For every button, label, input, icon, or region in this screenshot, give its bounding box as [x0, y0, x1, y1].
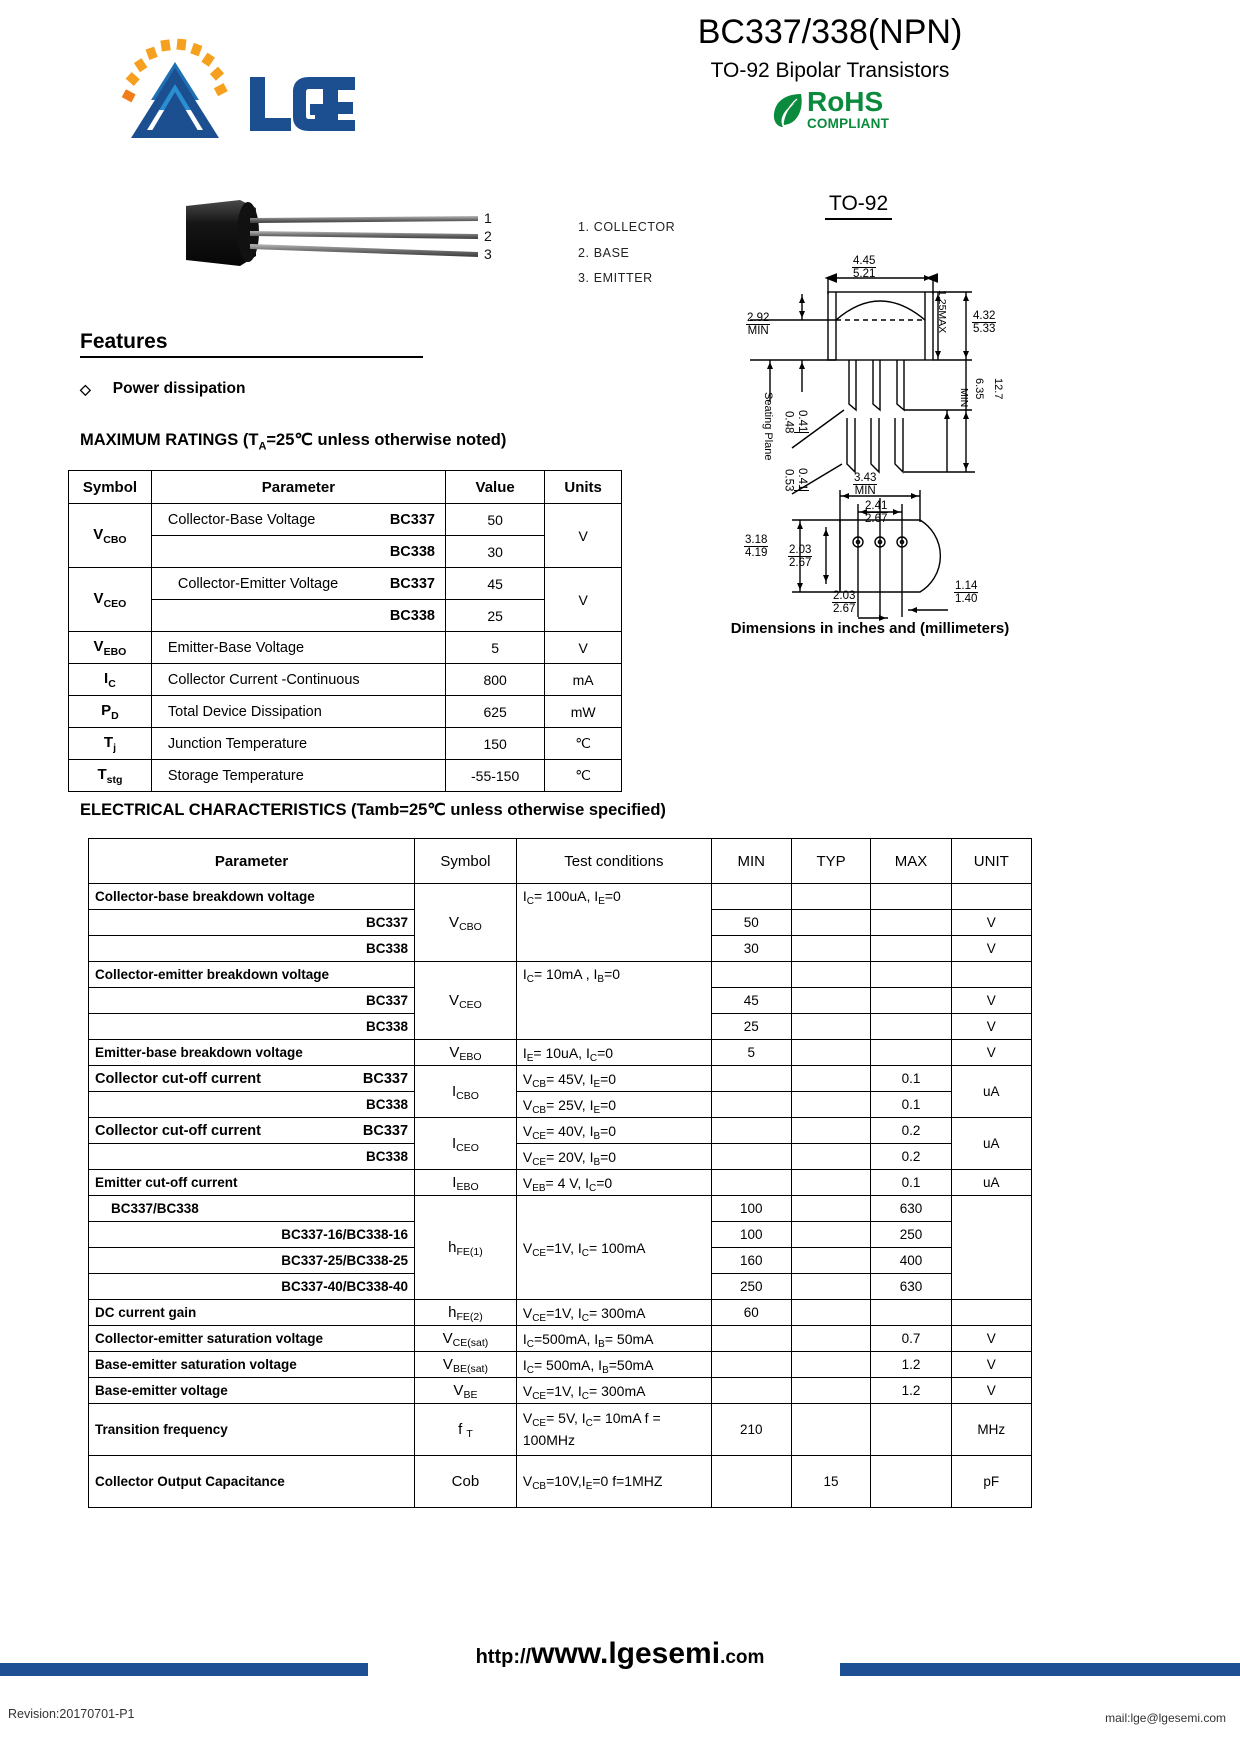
dim-span: $\frac{3.43}{\text{MIN}}$	[854, 472, 877, 498]
table-row	[69, 504, 622, 536]
cell-symbol: $I_{CBO}$	[415, 1066, 517, 1118]
cell-min	[711, 1092, 791, 1118]
cell-test: $V_{CB}= 45V$, $I_E=0$	[516, 1066, 711, 1092]
cell-parameter: BC338	[151, 536, 445, 568]
cell-typ	[791, 1378, 871, 1404]
cell-part: BC337/BC338	[89, 1196, 415, 1222]
table-row	[89, 1196, 1032, 1222]
cell-value: -55-150	[445, 760, 544, 792]
cell-symbol: $V_{CBO}$	[415, 884, 517, 962]
table-row	[89, 1352, 1032, 1378]
cell-typ	[791, 1404, 871, 1456]
table-row	[89, 1066, 1032, 1092]
cell-typ	[791, 1300, 871, 1326]
cell-typ	[791, 1144, 871, 1170]
cell-max	[871, 884, 951, 910]
pin-3: 3. EMITTER	[578, 271, 653, 286]
page-subtitle: TO-92 Bipolar Transistors	[710, 59, 950, 83]
cell-max: 250	[871, 1222, 951, 1248]
col-unit: UNIT	[951, 839, 1031, 884]
cell-unit: V	[951, 1014, 1031, 1040]
cell-value: 800	[445, 664, 544, 696]
cell-test: $V_{CE}= 40V$, $I_B=0$	[516, 1118, 711, 1144]
cell-unit: uA	[951, 1170, 1031, 1196]
cell-unit: ℃	[545, 760, 622, 792]
cell-parameter: Total Device Dissipation	[151, 696, 445, 728]
cell-max: 0.1	[871, 1170, 951, 1196]
cell-unit: V	[951, 988, 1031, 1014]
cell-typ	[791, 884, 871, 910]
cell-part: BC337-25/BC338-25	[89, 1248, 415, 1274]
cell-min: 250	[711, 1274, 791, 1300]
feature-label: Power dissipation	[112, 380, 246, 397]
cell-parameter: Storage Temperature	[151, 760, 445, 792]
col-value: Value	[445, 471, 544, 504]
rohs-compliant-label: COMPLIANT	[806, 115, 890, 131]
dim-pitch: $\frac{2.41}{2.67}$	[865, 500, 888, 526]
features-heading: Features	[80, 330, 423, 358]
table-row	[89, 962, 1032, 988]
cell-symbol: $V_{EBO}$	[415, 1040, 517, 1066]
col-units: Units	[545, 471, 622, 504]
svg-text:2: 2	[484, 228, 492, 244]
revision-label: Revision:20170701-P1	[8, 1707, 135, 1721]
cell-part: BC337-40/BC338-40	[89, 1274, 415, 1300]
company-logo	[95, 22, 365, 152]
cell-typ	[791, 1066, 871, 1092]
pinout-list	[578, 215, 675, 292]
cell-unit	[951, 1300, 1031, 1326]
table-row	[69, 568, 622, 600]
cell-typ	[791, 1326, 871, 1352]
cell-test: $V_{CB}= 25V$, $I_E=0$	[516, 1092, 711, 1118]
cell-value: 625	[445, 696, 544, 728]
cell-symbol: $h_{FE(2)}$	[415, 1300, 517, 1326]
cell-test: $I_C= 500mA$, $I_B=50mA$	[516, 1352, 711, 1378]
cell-parameter: Base-emitter voltage	[89, 1378, 415, 1404]
package-drawing	[740, 192, 1070, 632]
cell-parameter: Collector Output Capacitance	[89, 1456, 415, 1508]
col-parameter: Parameter	[151, 471, 445, 504]
cell-typ	[791, 1222, 871, 1248]
cell-min	[711, 884, 791, 910]
cell-parameter: Collector Current -Continuous	[151, 664, 445, 696]
cell-unit: V	[951, 910, 1031, 936]
cell-symbol: $V_{CEO}$	[69, 568, 152, 632]
transistor-photo	[178, 190, 498, 280]
features-section	[80, 330, 423, 398]
table-row	[69, 696, 622, 728]
cell-min: 210	[711, 1404, 791, 1456]
col-typ: TYP	[791, 839, 871, 884]
cell-symbol: Cob	[415, 1456, 517, 1508]
dim-edge: $\frac{1.14}{1.40}$	[955, 580, 978, 606]
cell-min	[711, 1118, 791, 1144]
cell-test: $V_{CE}= 5V$, $I_C= 10mA$ f = 100MHz	[516, 1404, 711, 1456]
footer-url[interactable]	[0, 1637, 1240, 1671]
dim-body-height: $\frac{4.32}{5.33}$	[973, 310, 996, 336]
cell-min: 25	[711, 1014, 791, 1040]
cell-symbol: $h_{FE(1)}$	[415, 1196, 517, 1300]
cell-typ	[791, 1196, 871, 1222]
cell-unit	[951, 884, 1031, 910]
package-title: TO-92	[825, 192, 892, 220]
cell-symbol: $T_{stg}$	[69, 760, 152, 792]
page-footer	[0, 1625, 1240, 1754]
cell-typ	[791, 910, 871, 936]
col-parameter: Parameter	[89, 839, 415, 884]
cell-min: 60	[711, 1300, 791, 1326]
url-tld: .com	[720, 1647, 765, 1668]
max-ratings-heading: MAXIMUM RATINGS ($T_A=25℃$ unless otherwise noted)	[80, 431, 507, 453]
cell-parameter: Collector-emitter breakdown voltage	[89, 962, 415, 988]
cell-value: 50	[445, 504, 544, 536]
table-row	[89, 1040, 1032, 1066]
cell-part: BC337-16/BC338-16	[89, 1222, 415, 1248]
to92-photo-svg	[178, 190, 498, 285]
to92-dimension-svg	[740, 232, 1070, 652]
cell-test: $I_C= 10mA$ , $I_B=0$	[516, 962, 711, 1040]
cell-symbol: $I_C$	[69, 664, 152, 696]
cell-test: $I_C= 100uA$, $I_E=0$	[516, 884, 711, 962]
cell-typ	[791, 1118, 871, 1144]
cell-parameter: Collector cut-off current BC337	[89, 1118, 415, 1144]
cell-max: 400	[871, 1248, 951, 1274]
table-row	[69, 600, 622, 632]
cell-parameter: Emitter-base breakdown voltage	[89, 1040, 415, 1066]
electrical-characteristics-table	[88, 838, 1032, 1508]
cell-test: $V_{CB}=10V,I_E=0$ f=1MHZ	[516, 1456, 711, 1508]
cell-max	[871, 910, 951, 936]
col-symbol: Symbol	[69, 471, 152, 504]
table-row	[89, 1456, 1032, 1508]
table-row	[89, 1170, 1032, 1196]
cell-min	[711, 1144, 791, 1170]
cell-min: 45	[711, 988, 791, 1014]
table-row	[69, 632, 622, 664]
cell-symbol: $I_{CEO}$	[415, 1118, 517, 1170]
max-ratings-table	[68, 470, 622, 792]
rohs-label: RoHS	[806, 86, 884, 118]
dim-flat-max: 1.25MAX	[936, 290, 948, 334]
cell-part: BC337	[89, 910, 415, 936]
cell-symbol: $V_{BE(sat)}$	[415, 1352, 517, 1378]
cell-symbol: $V_{CEO}$	[415, 962, 517, 1040]
cell-unit: V	[545, 504, 622, 568]
cell-typ: 15	[791, 1456, 871, 1508]
svg-text:3: 3	[484, 246, 492, 262]
cell-value: 25	[445, 600, 544, 632]
leaf-icon	[771, 90, 805, 130]
dim-total-length: 12.7	[992, 378, 1004, 400]
dim-lead-min: MIN	[958, 388, 970, 408]
cell-min	[711, 1170, 791, 1196]
cell-symbol: $V_{CBO}$	[69, 504, 152, 568]
cell-max: 1.2	[871, 1352, 951, 1378]
cell-unit: uA	[951, 1066, 1031, 1118]
cell-symbol: $T_j$	[69, 728, 152, 760]
pin-2: 2. BASE	[578, 245, 630, 260]
cell-test: $V_{CE}=1V$, $I_C= 300mA$	[516, 1300, 711, 1326]
pin-1: 1. COLLECTOR	[578, 220, 676, 234]
svg-text:1: 1	[484, 210, 492, 226]
contact-email: mail:lge@lgesemi.com	[1105, 1711, 1226, 1725]
cell-unit: V	[951, 936, 1031, 962]
cell-symbol: $P_D$	[69, 696, 152, 728]
cell-min: 160	[711, 1248, 791, 1274]
dim-lead-width-1: 0.41 0.48	[782, 410, 808, 433]
cell-parameter: Collector cut-off current BC337	[89, 1066, 415, 1092]
table-row	[89, 1326, 1032, 1352]
cell-part: BC338	[89, 1144, 415, 1170]
dim-width: $\frac{4.45}{5.21}$	[853, 255, 876, 281]
cell-value: 45	[445, 568, 544, 600]
cell-min	[711, 1352, 791, 1378]
cell-part: BC338	[89, 936, 415, 962]
table-row	[89, 1378, 1032, 1404]
title-block	[570, 14, 1090, 131]
cell-min: 100	[711, 1222, 791, 1248]
cell-max	[871, 1300, 951, 1326]
cell-typ	[791, 962, 871, 988]
cell-max	[871, 1040, 951, 1066]
cell-unit: V	[545, 568, 622, 632]
cell-max: 0.2	[871, 1144, 951, 1170]
cell-unit: ℃	[545, 728, 622, 760]
cell-min	[711, 962, 791, 988]
feature-item	[80, 380, 423, 398]
cell-unit: V	[545, 632, 622, 664]
cell-typ	[791, 1092, 871, 1118]
page-title: BC337/338(NPN)	[697, 13, 963, 51]
dim-lead-width-2: 0.41 0.53	[782, 468, 808, 491]
dim-bottom: $\frac{2.03}{2.67}$	[833, 590, 856, 616]
cell-unit: V	[951, 1326, 1031, 1352]
cell-max: 630	[871, 1274, 951, 1300]
col-symbol: Symbol	[415, 839, 517, 884]
cell-max	[871, 962, 951, 988]
cell-part: BC338	[89, 1014, 415, 1040]
cell-min: 100	[711, 1196, 791, 1222]
cell-typ	[791, 988, 871, 1014]
cell-typ	[791, 1170, 871, 1196]
cell-test: $V_{EB}= 4$ V, $I_C=0$	[516, 1170, 711, 1196]
dim-seating-plane-label: Seating Plane	[762, 392, 774, 461]
cell-max: 630	[871, 1196, 951, 1222]
table-row	[89, 1404, 1032, 1456]
table-row	[89, 884, 1032, 910]
cell-max: 0.2	[871, 1118, 951, 1144]
cell-unit: V	[951, 1352, 1031, 1378]
cell-parameter: Transition frequency	[89, 1404, 415, 1456]
cell-symbol: $V_{EBO}$	[69, 632, 152, 664]
cell-typ	[791, 1352, 871, 1378]
cell-symbol: $V_{CE(sat)}$	[415, 1326, 517, 1352]
cell-max: 1.2	[871, 1378, 951, 1404]
cell-max	[871, 1404, 951, 1456]
lge-logo-svg	[95, 22, 365, 152]
cell-unit: V	[951, 1040, 1031, 1066]
table-row	[89, 1118, 1032, 1144]
cell-parameter: BC338	[151, 600, 445, 632]
cell-test: $V_{CE}=1V$, $I_C= 100mA$	[516, 1196, 711, 1300]
dim-seating-min: $\frac{2.92}{\text{MIN}}$	[747, 312, 770, 338]
table-row	[89, 1144, 1032, 1170]
cell-test: $V_{CE}= 20V$, $I_B=0$	[516, 1144, 711, 1170]
cell-unit: pF	[951, 1456, 1031, 1508]
cell-parameter: Collector-emitter saturation voltage	[89, 1326, 415, 1352]
cell-value: 150	[445, 728, 544, 760]
cell-min	[711, 1326, 791, 1352]
diamond-bullet-icon: ◇	[80, 380, 91, 397]
cell-parameter: Base-emitter saturation voltage	[89, 1352, 415, 1378]
col-max: MAX	[871, 839, 951, 884]
cell-symbol: $V_{BE}$	[415, 1378, 517, 1404]
electrical-heading: ELECTRICAL CHARACTERISTICS (Tamb=25℃ unless otherwise specified)	[80, 801, 666, 819]
cell-typ	[791, 936, 871, 962]
dim-depth: $\frac{3.18}{4.19}$	[745, 534, 768, 560]
table-row	[69, 728, 622, 760]
dim-offset: $\frac{2.03}{2.67}$	[789, 544, 812, 570]
table-row	[89, 1300, 1032, 1326]
cell-parameter: Emitter-Base Voltage	[151, 632, 445, 664]
cell-parameter: Collector-Base Voltage BC337	[151, 504, 445, 536]
cell-max: 0.7	[871, 1326, 951, 1352]
cell-symbol: f $_T$	[415, 1404, 517, 1456]
cell-max	[871, 988, 951, 1014]
page-header	[0, 0, 1240, 170]
cell-max	[871, 936, 951, 962]
cell-min	[711, 1378, 791, 1404]
cell-test: $I_C=500mA$, $I_B= 50mA$	[516, 1326, 711, 1352]
cell-unit: mA	[545, 664, 622, 696]
cell-typ	[791, 1040, 871, 1066]
cell-min: 5	[711, 1040, 791, 1066]
cell-value: 5	[445, 632, 544, 664]
col-test-conditions: Test conditions	[516, 839, 711, 884]
cell-unit: mW	[545, 696, 622, 728]
cell-parameter: DC current gain	[89, 1300, 415, 1326]
cell-parameter: Emitter cut-off current	[89, 1170, 415, 1196]
cell-unit: MHz	[951, 1404, 1031, 1456]
table-row	[69, 664, 622, 696]
cell-max: 0.1	[871, 1066, 951, 1092]
cell-typ	[791, 1274, 871, 1300]
table-row	[89, 1092, 1032, 1118]
col-min: MIN	[711, 839, 791, 884]
dim-lead-length: 6.35	[973, 378, 985, 400]
cell-min	[711, 1456, 791, 1508]
cell-min: 50	[711, 910, 791, 936]
dimension-note: Dimensions in inches and (millimeters)	[730, 620, 1010, 637]
cell-min	[711, 1066, 791, 1092]
rohs-badge	[570, 86, 1090, 131]
url-domain: www.lgesemi	[531, 1637, 721, 1670]
cell-unit: V	[951, 1378, 1031, 1404]
cell-max	[871, 1014, 951, 1040]
cell-typ	[791, 1248, 871, 1274]
cell-parameter: Junction Temperature	[151, 728, 445, 760]
cell-test: $V_{CE}=1V$, $I_C= 300mA$	[516, 1378, 711, 1404]
table-header-row	[89, 839, 1032, 884]
cell-typ	[791, 1014, 871, 1040]
cell-part: BC338	[89, 1092, 415, 1118]
cell-max	[871, 1456, 951, 1508]
table-row	[69, 536, 622, 568]
cell-parameter: Collector-base breakdown voltage	[89, 884, 415, 910]
cell-part: BC337	[89, 988, 415, 1014]
cell-unit	[951, 1196, 1031, 1300]
cell-parameter: Collector-Emitter Voltage BC337	[151, 568, 445, 600]
cell-unit: uA	[951, 1118, 1031, 1170]
table-header-row	[69, 471, 622, 504]
cell-unit	[951, 962, 1031, 988]
table-row	[69, 760, 622, 792]
cell-symbol: $I_{EBO}$	[415, 1170, 517, 1196]
url-scheme: http://	[475, 1646, 532, 1668]
cell-value: 30	[445, 536, 544, 568]
cell-test: $I_E= 10uA$, $I_C=0$	[516, 1040, 711, 1066]
cell-min: 30	[711, 936, 791, 962]
cell-max: 0.1	[871, 1092, 951, 1118]
